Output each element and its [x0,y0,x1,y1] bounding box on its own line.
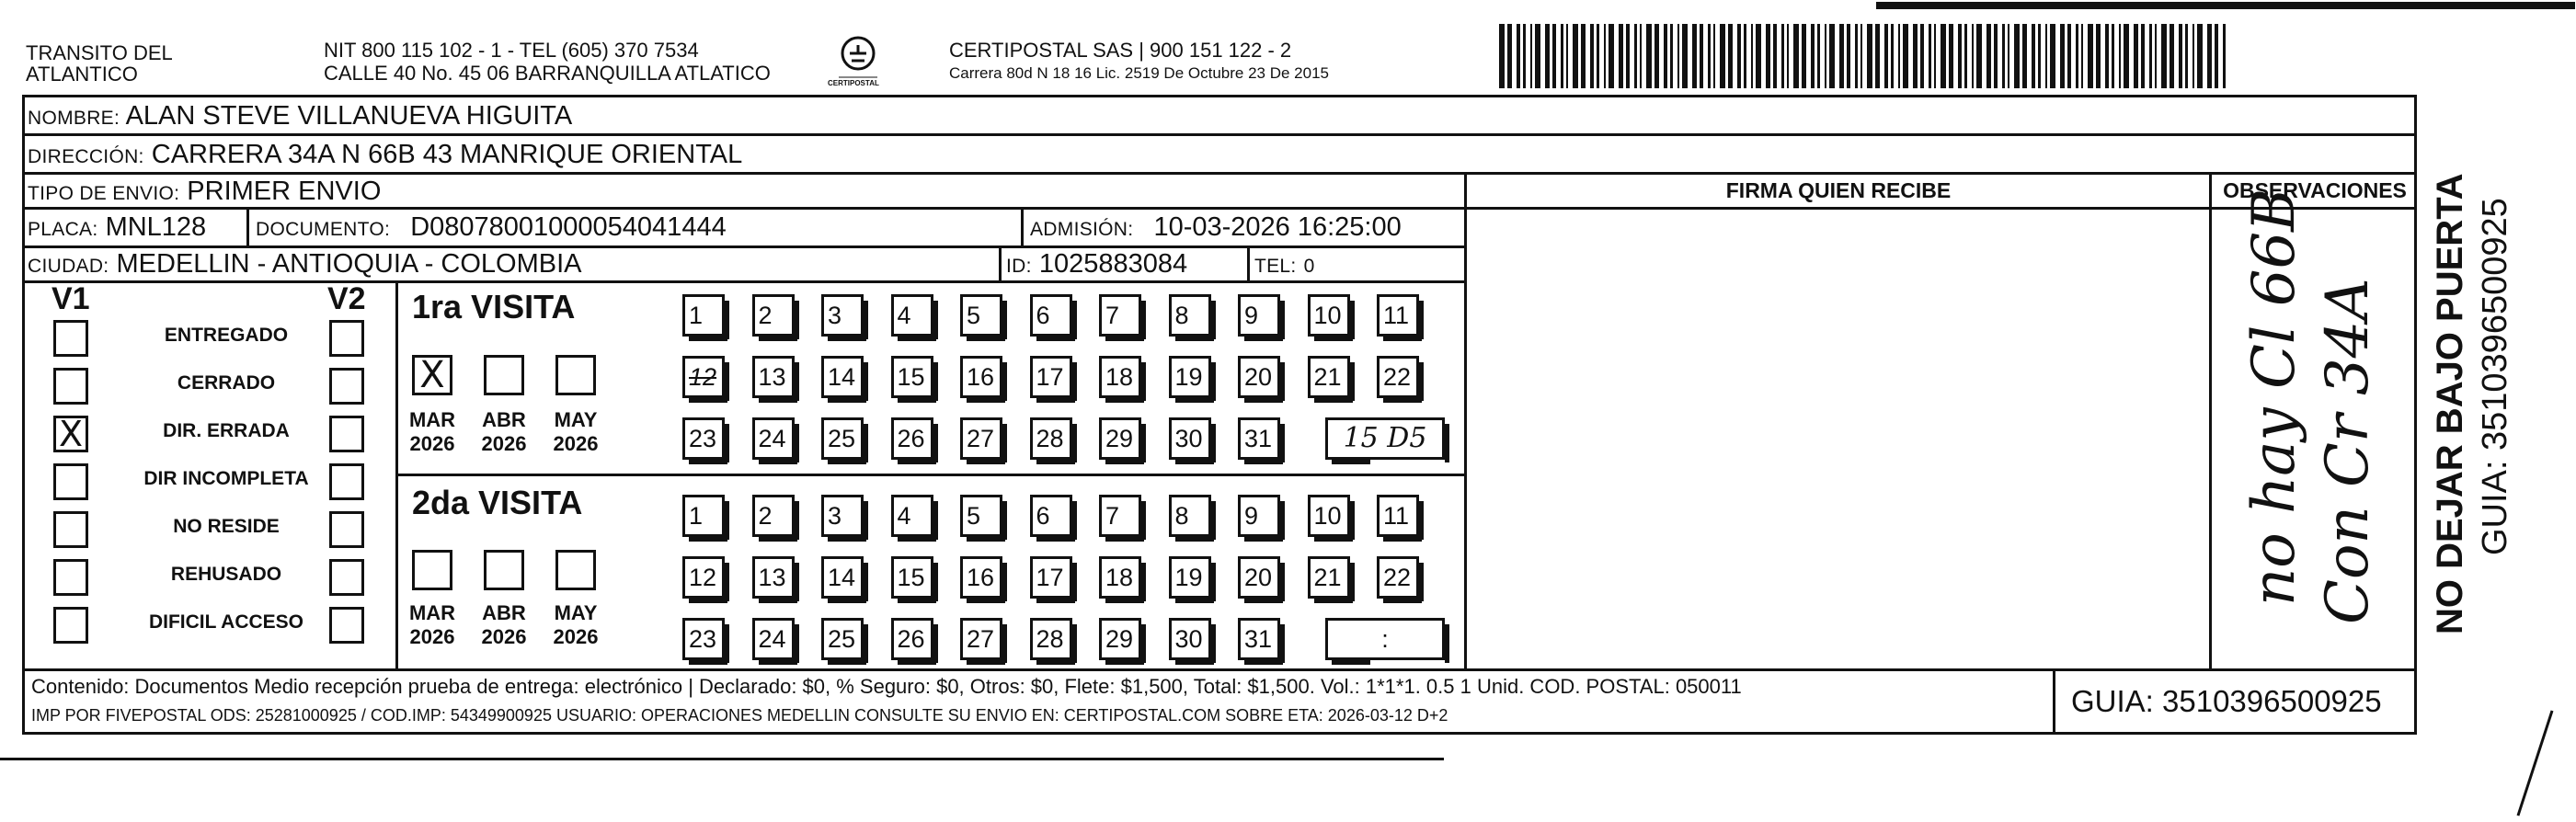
barcode-bar [1609,24,1614,88]
month-checkbox[interactable] [555,355,596,395]
v2-checkbox[interactable] [329,559,364,596]
barcode-bar [2112,24,2114,88]
document-field [256,211,727,245]
barcode-bar [2050,24,2055,88]
certipostal-logo [828,33,885,90]
day-checkbox[interactable]: 3 [821,495,864,537]
city-value: MEDELLIN - ANTIOQUIA - COLOMBIA [116,249,582,279]
barcode-bar [1913,24,1918,88]
barcode-bar [2170,24,2174,88]
barcode-bar [1573,24,1578,88]
barcode-bar [2038,24,2041,88]
barcode-bar [1530,24,1532,88]
barcode-bar [1934,24,1936,88]
barcode-bar [1517,24,1520,88]
address-label: DIRECCIÓN: [28,146,144,167]
month-checkbox[interactable]: X [412,355,452,395]
v1-checkbox[interactable] [53,368,88,405]
no-dejar-notice: NO DEJAR BAJO PUERTA [2430,173,2470,634]
month-checkbox[interactable] [484,550,524,590]
day-checkbox[interactable]: 4 [891,495,933,537]
barcode-bar [1829,24,1835,88]
visit2-time-field[interactable]: : [1325,618,1445,660]
day-checkbox[interactable]: 30 [1169,618,1211,660]
divider-document-admission [1021,207,1024,245]
day-checkbox[interactable]: 5 [960,495,1002,537]
observations-header: OBSERVACIONES [2223,178,2407,202]
status-reason-label: DIR INCOMPLETA [143,468,309,489]
barcode-bar [1640,24,1642,88]
visit2-title: 2da VISITA [412,484,583,521]
day-checkbox[interactable]: 18 [1099,356,1141,398]
barcode-bar [1561,24,1563,88]
barcode-bar [1793,24,1799,88]
visit1-time-field[interactable]: 15 D5 [1325,417,1445,460]
barcode-bar [1581,24,1586,88]
day-checkbox[interactable]: 30 [1169,417,1211,460]
city-label: CIUDAD: [28,256,109,277]
day-checkbox[interactable]: 25 [821,417,864,460]
barcode-bar [2076,24,2078,88]
barcode-bar [2032,24,2035,88]
v1-checkbox[interactable]: X [53,416,88,452]
barcode-bar [2134,24,2138,88]
day-checkbox[interactable]: 31 [1238,618,1280,660]
footer-guide-number: GUIA: 3510396500925 [2071,684,2382,718]
barcode-bar [1958,24,1962,88]
day-checkbox[interactable]: 11 [1377,294,1419,337]
day-checkbox[interactable]: 27 [960,417,1002,460]
month-checkbox[interactable] [555,550,596,590]
side-guide-number: GUIA: 3510396500925 [2476,198,2514,555]
barcode-bar [2096,24,2101,88]
barcode [1499,24,2226,88]
barcode-bar [1787,24,1789,88]
day-checkbox[interactable]: 20 [1238,556,1280,599]
observation-handwritten-2: Con Cr 34A [2314,278,2382,624]
v2-checkbox[interactable] [329,607,364,644]
day-checkbox[interactable]: 9 [1238,495,1280,537]
day-checkbox[interactable]: 15 [891,356,933,398]
barcode-bar [1507,24,1512,88]
barcode-bar [1713,24,1715,88]
day-checkbox[interactable]: 9 [1238,294,1280,337]
barcode-bar [2105,24,2109,88]
barcode-bar [1811,24,1815,88]
day-checkbox[interactable]: 13 [752,356,795,398]
divider-city-id [999,245,1002,280]
barcode-bar [1986,24,1991,88]
shipping-type-field [28,176,381,210]
divider-id-tel [1247,245,1250,280]
barcode-bar [2002,24,2005,88]
barcode-bar [1847,24,1850,88]
barcode-bar [1891,24,1894,88]
day-checkbox[interactable]: 25 [821,618,864,660]
v1-checkbox[interactable] [53,607,88,644]
barcode-bar [1855,24,1858,88]
barcode-bar [2141,24,2145,88]
shipping-type-value: PRIMER ENVIO [187,177,382,206]
barcode-bar [1597,24,1599,88]
v1-checkbox[interactable] [53,511,88,548]
month-year-label: 2026 [409,625,455,648]
barcode-bar [1756,24,1761,88]
v2-checkbox[interactable] [329,416,364,452]
barcode-bar [1825,24,1826,88]
scan-edge [1876,2,2575,9]
barcode-bar [2045,24,2047,88]
day-checkbox[interactable]: 14 [821,556,864,599]
barcode-bar [1898,24,1900,88]
v1-checkbox[interactable] [53,463,88,500]
v2-checkbox[interactable] [329,320,364,357]
status-reason-label: CERRADO [177,372,276,394]
barcode-bar [1670,24,1673,88]
barcode-bar [2088,24,2093,88]
v2-header: V2 [327,281,366,316]
v2-checkbox[interactable] [329,368,364,405]
day-checkbox[interactable]: 4 [891,294,933,337]
barcode-graphic [1499,24,2226,88]
tel-field [1254,248,1315,282]
barcode-bar [1994,24,1998,88]
barcode-bar [1860,24,1862,88]
barcode-bar [1700,24,1703,88]
barcode-bar [1682,24,1688,88]
name-label: NOMBRE: [28,108,120,129]
day-checkbox[interactable]: 19 [1169,556,1211,599]
divider-signature-left [1464,172,1467,668]
document-value: D08078001000054041444 [410,212,727,242]
divider-plate-document [246,207,249,245]
barcode-bar [2161,24,2167,88]
day-checkbox[interactable]: 24 [752,618,795,660]
barcode-bar [1903,24,1908,88]
observation-handwritten-1: no hay Cl 66B [2240,188,2308,606]
month-checkbox[interactable] [484,355,524,395]
day-checkbox[interactable]: 31 [1238,417,1280,460]
id-label: ID: [1006,256,1032,277]
barcode-bar [1535,24,1540,88]
barcode-bar [2008,24,2009,88]
month-year-label: 2026 [553,432,599,455]
barcode-bar [1728,24,1733,88]
rule-footer [22,668,2417,671]
id-value: 1025883084 [1038,249,1188,279]
barcode-bar [2067,24,2071,88]
day-checkbox[interactable]: 21 [1308,556,1350,599]
barcode-bar [1884,24,1888,88]
barcode-bar [1744,24,1746,88]
barcode-bar [2155,24,2157,88]
barcode-bar [2022,24,2027,88]
day-checkbox[interactable]: 7 [1099,294,1141,337]
document-label: DOCUMENTO: [256,219,391,240]
logo-text: CERTIPOSTAL [828,79,879,87]
barcode-bar [1604,24,1606,88]
barcode-bar [1839,24,1844,88]
day-checkbox[interactable]: 1 [682,495,725,537]
barcode-bar [1708,24,1711,88]
barcode-bar [1566,24,1568,88]
month-label: MAR [408,408,456,431]
v1-checkbox[interactable] [53,559,88,596]
barcode-bar [1802,24,1806,88]
sender-name-line1: TRANSITO DEL [26,41,173,64]
day-checkbox[interactable]: 2 [752,495,795,537]
month-year-label: 2026 [481,432,527,455]
plate-label: PLACA: [28,219,98,240]
admission-label: ADMISIÓN: [1030,219,1134,240]
barcode-bar [2081,24,2083,88]
barcode-bar [2197,24,2203,88]
rule-visit-divider [395,474,1464,476]
barcode-bar [2192,24,2194,88]
day-checkbox[interactable]: 29 [1099,618,1141,660]
day-checkbox[interactable]: 26 [891,618,933,660]
barcode-bar [1692,24,1697,88]
v1-header: V1 [52,281,90,316]
day-checkbox[interactable]: 18 [1099,556,1141,599]
barcode-bar [1552,24,1556,88]
scan-bottom-line [0,758,1444,760]
visit1-title: 1ra VISITA [412,288,576,325]
day-checkbox[interactable]: 3 [821,294,864,337]
day-checkbox[interactable]: 24 [752,417,795,460]
day-checkbox[interactable]: 13 [752,556,795,599]
v2-checkbox[interactable] [329,511,364,548]
barcode-bar [2014,24,2020,88]
day-checkbox[interactable]: 20 [1238,356,1280,398]
contents-line: Contenido: Documentos Medio recepción prueba de entrega: electrónico | Declarado: $0, % Seguro: $0, Otros: $0, Flete: $1,500, Total: $1,500. Vol.: 1*1*1. 0.5 1 Unid. COD. POSTAL: 050011 [31,675,1742,698]
month-label: MAY [554,601,598,624]
courier-company: CERTIPOSTAL SAS | 900 151 122 - 2 [949,39,1292,62]
barcode-bar [2215,24,2218,88]
day-checkbox[interactable]: 23 [682,417,725,460]
sender-address: CALLE 40 No. 45 06 BARRANQUILLA ATLATICO [324,62,771,85]
month-label: MAY [554,408,598,431]
barcode-bar [1646,24,1652,88]
month-year-label: 2026 [409,432,455,455]
month-year-label: 2026 [481,625,527,648]
sender-name-line2: ATLANTICO [26,63,138,86]
barcode-bar [1499,24,1505,88]
month-label: ABR [482,601,526,624]
tel-label: TEL: [1254,256,1297,277]
barcode-bar [2185,24,2188,88]
day-checkbox[interactable]: 11 [1377,495,1419,537]
barcode-bar [2207,24,2212,88]
barcode-bar [1941,24,1946,88]
barcode-bar [1677,24,1679,88]
scan-corner-line [2517,710,2554,816]
status-reason-label: DIFICIL ACCESO [148,611,303,633]
barcode-bar [1972,24,1974,88]
sender-nit: NIT 800 115 102 - 1 - TEL (605) 370 7534 [324,39,699,62]
barcode-bar [1720,24,1725,88]
barcode-bar [1654,24,1659,88]
barcode-bar [1976,24,1982,88]
day-checkbox[interactable]: 2 [752,294,795,337]
id-field [1006,248,1187,282]
barcode-bar [1626,24,1630,88]
divider-footer-guide [2053,668,2055,735]
barcode-bar [1867,24,1872,88]
barcode-bar [1766,24,1770,88]
courier-license: Carrera 80d N 18 16 Lic. 2519 De Octubre 23 De 2015 [949,64,1329,82]
tel-value: 0 [1303,256,1315,277]
day-checkbox[interactable]: 26 [891,417,933,460]
barcode-bar [2149,24,2152,88]
barcode-bar [2060,24,2065,88]
month-checkbox[interactable] [412,550,452,590]
barcode-bar [1949,24,1953,88]
day-checkbox[interactable]: 17 [1030,556,1072,599]
barcode-bar [2119,24,2121,88]
admission-field [1030,211,1402,245]
day-checkbox[interactable]: 23 [682,618,725,660]
day-checkbox[interactable]: 22 [1377,556,1419,599]
barcode-bar [1920,24,1924,88]
month-year-label: 2026 [553,625,599,648]
barcode-bar [1773,24,1777,88]
divider-status-visits [395,280,398,668]
shipping-type-label: TIPO DE ENVIO: [28,183,180,204]
barcode-bar [1751,24,1753,88]
day-checkbox[interactable]: 1 [682,294,725,337]
day-checkbox[interactable]: 21 [1308,356,1350,398]
v2-checkbox[interactable] [329,463,364,500]
status-reason-label: NO RESIDE [173,516,280,537]
barcode-bar [1781,24,1784,88]
barcode-bar [1964,24,1967,88]
day-checkbox[interactable]: 16 [960,356,1002,398]
barcode-bar [2223,24,2226,88]
day-checkbox[interactable]: 6 [1030,294,1072,337]
day-checkbox[interactable]: 22 [1377,356,1419,398]
divider-observations-left [2209,172,2212,668]
month-label: ABR [482,408,526,431]
barcode-bar [1590,24,1594,88]
barcode-bar [1929,24,1931,88]
day-checkbox[interactable]: 10 [1308,495,1350,537]
barcode-bar [1523,24,1526,88]
barcode-bar [1545,24,1550,88]
month-label: MAR [408,601,456,624]
day-checkbox[interactable]: 16 [960,556,1002,599]
barcode-bar [1634,24,1637,88]
day-checkbox[interactable]: 15 [891,556,933,599]
day-checkbox[interactable]: 27 [960,618,1002,660]
barcode-bar [1619,24,1623,88]
barcode-bar [2124,24,2129,88]
day-checkbox[interactable]: 28 [1030,417,1072,460]
status-reason-label: ENTREGADO [164,325,289,346]
plate-value: MNL128 [105,212,207,242]
day-checkbox[interactable]: 8 [1169,294,1211,337]
day-checkbox[interactable]: 10 [1308,294,1350,337]
plate-field [28,211,206,245]
status-reason-label: REHUSADO [170,564,282,585]
day-checkbox[interactable]: 19 [1169,356,1211,398]
address-field [28,139,742,173]
day-checkbox[interactable]: 7 [1099,495,1141,537]
city-field [28,248,582,282]
day-checkbox[interactable]: 14 [821,356,864,398]
name-field [28,100,572,134]
day-checkbox[interactable]: 12 [682,356,725,398]
day-checkbox[interactable]: 28 [1030,618,1072,660]
barcode-bar [1875,24,1880,88]
day-checkbox[interactable]: 17 [1030,356,1072,398]
day-checkbox[interactable]: 12 [682,556,725,599]
day-checkbox[interactable]: 8 [1169,495,1211,537]
admission-value: 10-03-2026 16:25:00 [1153,212,1402,242]
signature-area[interactable] [1468,211,2207,667]
barcode-bar [1817,24,1820,88]
status-reason-label: DIR. ERRADA [163,420,290,441]
v1-checkbox[interactable] [53,320,88,357]
address-value: CARRERA 34A N 66B 43 MANRIQUE ORIENTAL [151,140,743,169]
barcode-bar [2179,24,2182,88]
barcode-bar [1664,24,1667,88]
day-checkbox[interactable]: 6 [1030,495,1072,537]
signature-header: FIRMA QUIEN RECIBE [1725,178,1952,202]
imp-line: IMP POR FIVEPOSTAL ODS: 25281000925 / COD.IMP: 54349900925 USUARIO: OPERACIONES MEDELLIN CONSULTE SU ENVIO EN: CERTIPOSTAL.COM SOBRE ETA: 2026-03-12 D+2 [31,706,1448,725]
name-value: ALAN STEVE VILLANUEVA HIGUITA [125,101,573,131]
day-checkbox[interactable]: 29 [1099,417,1141,460]
day-checkbox[interactable]: 5 [960,294,1002,337]
barcode-bar [1737,24,1741,88]
